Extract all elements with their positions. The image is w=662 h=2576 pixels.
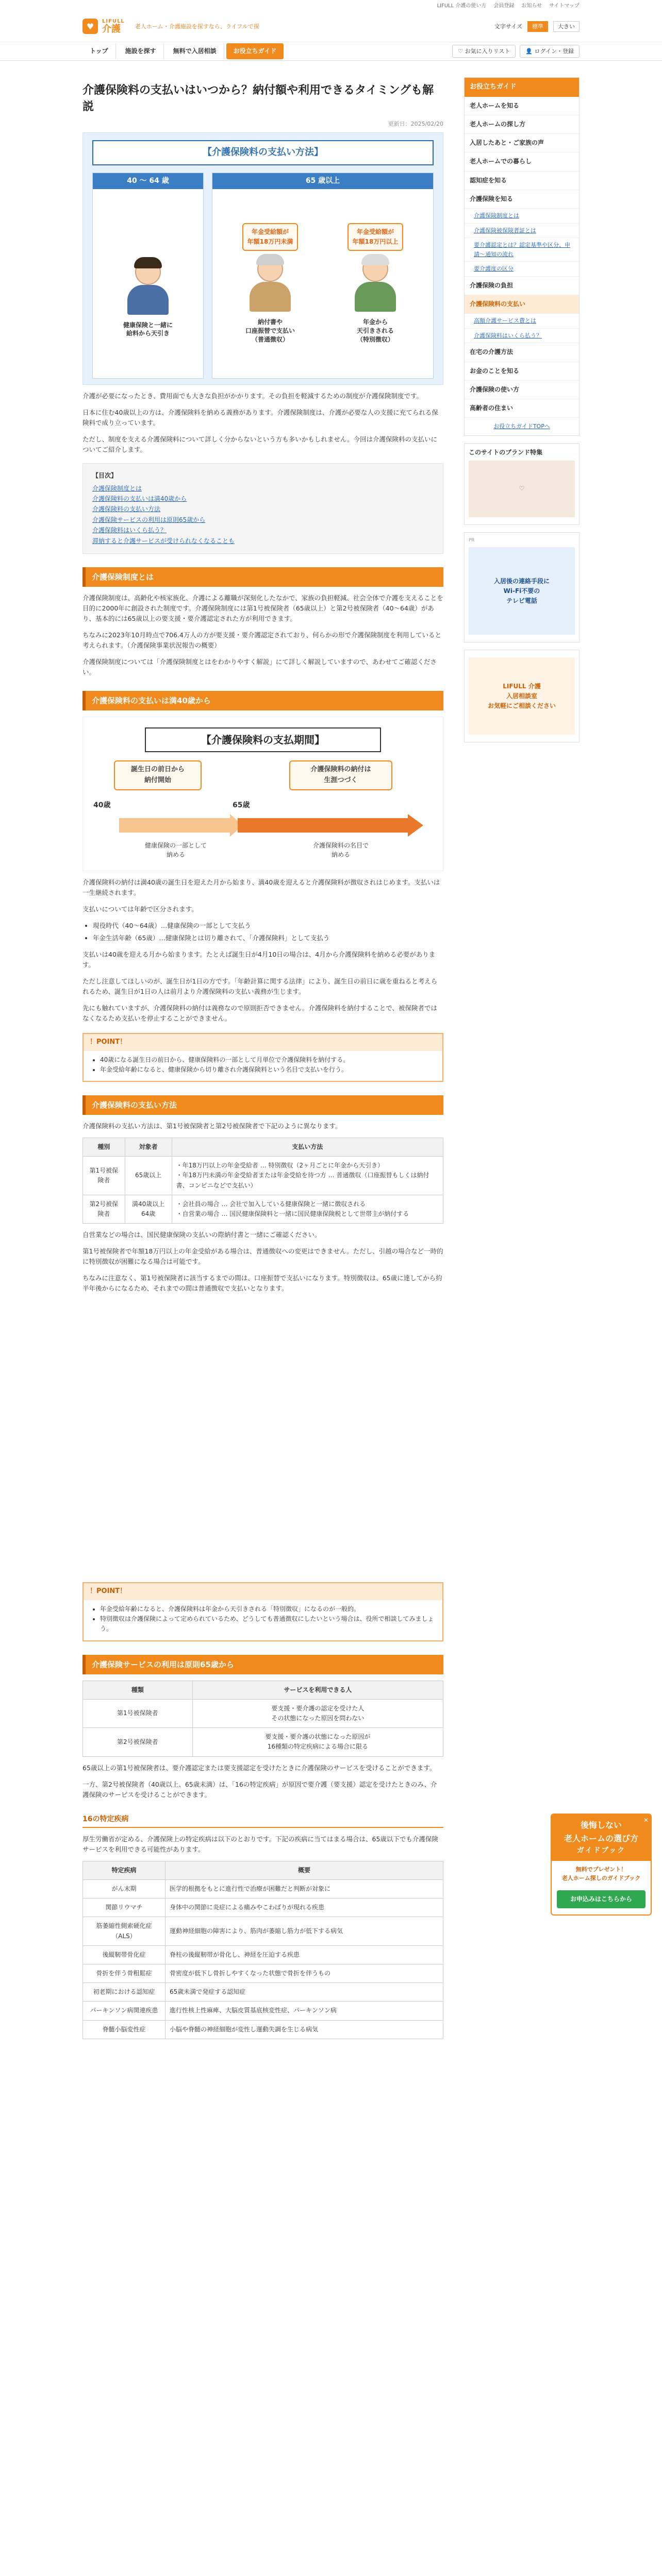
section-paragraph: 介護保険制度は、高齢化や核家族化、介護による離職が深刻化したなかで、家族の負担軽減、社会全体で介護を支えることを目的に2000年に創設された制度です。介護保険制度には第1号被保険者（65歳以上）と第2号被保険者（40〜64歳）があり、基本的には65歳以上の要支援・要介護認定された方が利用できます。: [82, 594, 443, 622]
sidebar-item[interactable]: 老人ホームを知る: [465, 97, 579, 115]
sidebar-subitem[interactable]: 高額介護サービス費とは: [465, 314, 579, 329]
bullet-list: [93, 921, 443, 943]
period-box-lifelong: 介護保険料の納付は 生涯つづく: [289, 760, 392, 790]
util-link-howto[interactable]: LIFULL 介護の使い方: [437, 3, 487, 9]
sidebar-item[interactable]: 高齢者の住まい: [465, 399, 579, 418]
util-link-sitemap[interactable]: サイトマップ: [549, 3, 580, 9]
section-paragraph: ただし注意してほしいのが、誕生日が1日の方です。「年齢計算に関する法律」により、誕生日の前日に歳を重ねると考えられるため、誕生日が1日の人は前月より介護保険料の支払い義務が生じます。: [82, 977, 438, 995]
site-logo[interactable]: [82, 19, 125, 35]
font-size-label: 文字サイズ: [494, 23, 522, 30]
hero-illustration: [82, 132, 443, 385]
toc-link[interactable]: 介護保険料の支払いは満40歳から: [92, 495, 187, 502]
article-main: [82, 77, 443, 2044]
table-cell: 後縦靭帯骨化症: [83, 1945, 166, 1964]
sidebar-item[interactable]: 入居したあと・ご家族の声: [465, 134, 579, 152]
updated-date: 更新日：2025/02/20: [388, 120, 443, 127]
util-link-register[interactable]: 会員登録: [493, 3, 515, 9]
sidebar-item[interactable]: 老人ホームでの暮らし: [465, 152, 579, 171]
age-40-label: 40歳: [93, 801, 111, 809]
page-title: 介護保険料の支払いはいつから？納付額や利用できるタイミングも解説: [82, 84, 434, 113]
table-row: [83, 1964, 443, 1983]
toc-link[interactable]: 介護保険制度とは: [92, 484, 142, 492]
period-caption-health: 健康保険の一部として 納める: [144, 841, 207, 858]
section-paragraph: 一方、第2号被保険者（40歳以上、65歳未満）は、「16の特定疾病」が原因で要介護（要支援）認定を受けたときのみ、介護保険のサービスを受けることができます。: [82, 1780, 437, 1799]
table-cell: 第2号被保険者: [83, 1195, 125, 1223]
nav-search-facility[interactable]: 施設を探す: [118, 43, 164, 59]
table-cell: 骨折を伴う骨粗鬆症: [83, 1964, 166, 1983]
payment-method-table: [82, 1138, 443, 1224]
hero-fig3-caption: 年金から 天引きされる （特別徴収）: [356, 318, 394, 343]
table-cell: 65歳以上: [125, 1157, 172, 1195]
section-paragraph: ちなみに注意なく、第1号被保険者に該当するまでの間は、口座振替で支払いになります。特別徴収は、65歳に達してから約半年後からになるため、それまでの間は普通徴収で支払いとなります。: [82, 1274, 442, 1293]
arrow-65-plus-icon: [238, 814, 423, 837]
table-header: 種類: [83, 1681, 193, 1699]
table-cell: 要支援・要介護の認定を受けた人 その状態になった原因を問わない: [192, 1699, 443, 1727]
toc-link[interactable]: 介護保険料はいくら払う？: [92, 527, 167, 534]
site-header: [0, 11, 662, 42]
user-icon: 👤: [525, 47, 535, 55]
consultation-banner-text: LIFULL 介護 入居相談室 お気軽にご相談ください: [469, 657, 575, 735]
nav-consultation[interactable]: 無料で入居相談: [166, 43, 224, 59]
sidebar: [464, 77, 580, 2044]
brand-feature-box: [464, 443, 580, 525]
point-box: [82, 1033, 443, 1082]
section-paragraph: ちなみに2023年10月時点で706.4万人の方が要支援・要介護認定されており、何らかの形で介護保険制度を利用していると考えられます。（介護保険事業状況報告の概要）: [82, 631, 442, 649]
hero-col2-head: 65 歳以上: [212, 173, 433, 189]
section-heading: 介護保険料の支払いは満40歳から: [82, 691, 443, 710]
toc-link[interactable]: 介護保険料の支払い方法: [92, 505, 161, 513]
table-cell: 65歳未満で発症する認知症: [166, 1983, 443, 2002]
favorites-button[interactable]: ♡ お気に入りリスト: [452, 45, 516, 58]
guide-top-link[interactable]: お役立ちガイドTOPへ: [493, 423, 550, 430]
table-cell: 第1号被保険者: [83, 1699, 193, 1727]
float-line3: ガイドブック: [576, 1846, 626, 1855]
tv-phone-banner-text: 入居後の連絡手段に Wi-Fi不要の テレビ電話: [469, 547, 575, 635]
brand-heading: このサイトのブランド特集: [469, 448, 543, 456]
hero-fig2-bubble: 年金受給額が 年額18万円未満: [242, 223, 299, 251]
guidebook-apply-button[interactable]: お申込みはこちらから: [557, 1890, 646, 1908]
toc-link[interactable]: 介護保険サービスの利用は原則65歳から: [92, 516, 206, 523]
table-cell: 第2号被保険者: [83, 1728, 193, 1756]
table-cell: 関節リウマチ: [83, 1899, 166, 1917]
table-cell: 運動神経細胞の障害により、筋肉が萎縮し筋力が低下する病気: [166, 1917, 443, 1945]
service-eligibility-table: [82, 1681, 443, 1757]
float-subtext: 無料でプレゼント！ 老人ホーム探しのガイドブック: [561, 1866, 641, 1882]
period-title: 【介護保険料の支払期間】: [145, 727, 381, 752]
section-paragraph: 介護保険料の納付は満40歳の誕生日を迎えた月から始まり、満40歳を迎えると介護保険料が徴収されはじめます。支払いは一生継続されます。: [82, 878, 440, 896]
sidebar-item[interactable]: 認知症を知る: [465, 172, 579, 190]
senior-man-illustration-icon: [352, 256, 399, 313]
sidebar-item[interactable]: お金のことを知る: [465, 362, 579, 381]
list-item: • 現役時代（40〜64歳）…健康保険の一部として支払う: [93, 921, 443, 931]
table-row: [83, 1917, 443, 1945]
hero-col1-head: 40 ～ 64 歳: [93, 173, 203, 189]
point-heading: ！POINT！: [84, 1034, 442, 1051]
table-cell: 要支援・要介護の状態になった原因が 16種類の特定疾病による場合に限る: [192, 1728, 443, 1756]
section-paragraph: 先にも触れていますが、介護保険料の納付は義務なので原則拒否できません。介護保険料を納付することで、被保険者ではなくなるため支払いを停止することができません。: [82, 1004, 438, 1022]
table-header: 支払い方法: [172, 1138, 443, 1157]
specified-disease-table: [82, 1861, 443, 2039]
point-heading: ！POINT！: [84, 1583, 442, 1600]
close-icon[interactable]: ✕: [643, 1817, 649, 1824]
sidebar-subitem[interactable]: 要介護認定とは？認定基準や区分、申請〜通知の流れ: [465, 238, 579, 262]
sidebar-item[interactable]: 介護保険を知る: [465, 190, 579, 209]
table-cell: 進行性核上性麻痺、大脳皮質基底核変性症、パーキンソン病: [166, 2002, 443, 2020]
heart-icon: ♡: [458, 47, 465, 55]
table-row: [83, 1699, 443, 1727]
font-size-large-button[interactable]: 大きい: [553, 21, 580, 32]
blank-area: [82, 1300, 443, 1573]
guidebook-float-banner[interactable]: [551, 1814, 652, 1916]
table-row: [83, 2002, 443, 2020]
arrow-40-64-icon: [119, 814, 243, 837]
float-line1: 後悔しない: [580, 1820, 622, 1830]
section-paragraph: 支払いについては年齢で区分されます。: [82, 905, 198, 913]
age-65-label: 65歳: [233, 801, 250, 809]
table-cell: 骨密度が低下し骨折しやすくなった状態で骨折を伴うもの: [166, 1964, 443, 1983]
table-cell: 初老期における認知症: [83, 1983, 166, 2002]
logo-icon: ♥: [82, 19, 98, 34]
section-heading: 介護保険サービスの利用は原則65歳から: [82, 1655, 443, 1674]
sidebar-subitem[interactable]: 介護保険料はいくら払う？: [465, 329, 579, 344]
table-cell: 第1号被保険者: [83, 1157, 125, 1195]
sidebar-subitem[interactable]: 介護保険制度とは: [465, 209, 579, 224]
table-cell: 医学的根拠をもとに進行性で治療が困難だと判断が対象に: [166, 1880, 443, 1899]
section-paragraph: 介護保険制度については「介護保険制度とはをわかりやすく解説」にて詳しく解説していますので、あわせてご確認ください。: [82, 657, 437, 676]
section-heading: 介護保険料の支払い方法: [82, 1095, 443, 1115]
sidebar-subitem[interactable]: 要介護度の区分: [465, 262, 579, 277]
nav-guide[interactable]: お役立ちガイド: [226, 43, 284, 59]
intro-paragraph: 介護が必要になったとき、費用面でも大きな負担がかかります。その負担を軽減するための制度が介護保険制度です。: [82, 392, 423, 400]
table-cell: 満40歳以上64歳: [125, 1195, 172, 1223]
table-cell: 筋萎縮性側索硬化症（ALS）: [83, 1917, 166, 1945]
subsection-heading: 16の特定疾病: [82, 1811, 443, 1828]
table-cell: 脊髄小脳変性症: [83, 2020, 166, 2039]
senior-woman-illustration-icon: [247, 256, 293, 313]
table-cell: がん末期: [83, 1880, 166, 1899]
payment-period-diagram: [82, 717, 443, 871]
toc-title: 【目次】: [92, 472, 118, 480]
consultation-banner[interactable]: [464, 650, 580, 742]
intro-paragraph: ただし、制度を支える介護保険料について詳しく分からないという方も多いかもしれません。今回は介護保険料の支払いについてご紹介します。: [82, 435, 438, 454]
logo-small-text: LIFULL: [102, 19, 125, 25]
tv-phone-banner[interactable]: [464, 532, 580, 642]
guide-menu: [464, 77, 580, 436]
hero-fig3-bubble: 年金受給額が 年額18万円以上: [347, 223, 404, 251]
sidebar-item[interactable]: 在宅の介護方法: [465, 343, 579, 362]
table-of-contents: [82, 463, 443, 554]
hero-fig1-caption: 健康保険と一緒に 給料から天引き: [123, 321, 173, 337]
table-header: 特定疾病: [83, 1861, 166, 1879]
logo-main-text: 介護: [102, 24, 121, 35]
sidebar-subitem[interactable]: 介護保険被保険者証とは: [465, 224, 579, 239]
table-header: 種別: [83, 1138, 125, 1157]
global-nav: [0, 42, 662, 61]
table-row: [83, 2020, 443, 2039]
table-cell: 脊柱の後縦靭帯が骨化し、神経を圧迫する疾患: [166, 1945, 443, 1964]
point-item: • 40歳になる誕生日の前日から、健康保険料の一部として月単位で介護保険料を納付する。: [100, 1055, 434, 1065]
hero-col-40-64: [92, 173, 204, 379]
section-paragraph: 65歳以上の第1号被保険者は、要介護認定または要支援認定を受けたときに介護保険のサービスを受けることができます。: [82, 1764, 436, 1772]
hero-col-65-plus: [212, 173, 434, 379]
header-tagline: 老人ホーム・介護施設を探すなら、ライフルで探: [135, 23, 259, 30]
period-box-start: 誕生日の前日から 納付開始: [114, 760, 202, 790]
pr-label: PR: [469, 537, 475, 543]
intro-paragraph: 日本に住む40歳以上の方は、介護保険料を納める義務があります。介護保険制度は、介護が必要な人の支援に充てられる保険料で成り立っています。: [82, 409, 438, 427]
section-paragraph: 支払いは40歳を迎える月から始まります。たとえば誕生日が4月10日の場合は、4月から介護保険料を納める必要があります。: [82, 950, 436, 969]
table-row: [83, 1983, 443, 2002]
section-heading: 介護保険制度とは: [82, 567, 443, 587]
guide-menu-heading: お役立ちガイド: [465, 78, 579, 97]
table-cell: 小脳や脊髄の神経細胞が変性し運動失調を生じる病気: [166, 2020, 443, 2039]
table-header: 概要: [166, 1861, 443, 1879]
point-item: • 年金受給年齢になると、健康保険から切り離され介護保険料という名目で支払いを行う。: [100, 1065, 434, 1075]
section-paragraph: 自営業などの場合は、国民健康保険の支払いの際納付書と一緒にご確認ください。: [82, 1231, 321, 1239]
sidebar-item-current[interactable]: 介護保険料の支払い: [465, 295, 579, 314]
table-cell: ・会社員の場合 … 会社で加入している健康保険と一緒に徴収される ・自営業の場合 … 国民健康保険料と一緒に国民健康保険税として世帯主が納付する: [172, 1195, 443, 1223]
table-header: 対象者: [125, 1138, 172, 1157]
section-paragraph: 第1号被保険者で年額18万円以上の年金受給がある場合は、普通徴収への変更はできません。ただし、引越の場合など一時的に特別徴収が困難になる場合は可能です。: [82, 1247, 443, 1266]
table-row: [83, 1728, 443, 1756]
table-header: サービスを利用できる人: [192, 1681, 443, 1699]
point-box: [82, 1582, 443, 1641]
table-row: [83, 1945, 443, 1964]
point-item: • 特別徴収は介護保険によって定められているため、どうしても普通徴収にしたいという場合は、役所で相談してみましょう。: [100, 1614, 434, 1634]
hero-title: 【介護保険料の支払い方法】: [92, 140, 434, 165]
utility-bar: [0, 0, 662, 11]
sidebar-item[interactable]: 介護保険の負担: [465, 277, 579, 295]
util-link-news[interactable]: お知らせ: [521, 3, 542, 9]
section-paragraph: 厚生労働省が定める、介護保険上の特定疾病は以下のとおりです。下記の疾病に当てはまる場合は、65歳以下でも介護保険サービスを利用できる可能性があります。: [82, 1835, 438, 1853]
worker-illustration-icon: [125, 259, 171, 316]
nav-top[interactable]: トップ: [82, 43, 116, 59]
table-row: [83, 1157, 443, 1195]
hero-fig2-caption: 納付書や 口座振替で支払い （普通徴収）: [245, 318, 295, 343]
table-row: [83, 1899, 443, 1917]
font-size-standard-button[interactable]: 標準: [527, 21, 548, 32]
section-paragraph: 介護保険料の支払い方法は、第1号被保険者と第2号被保険者で下記のように異なります。: [82, 1122, 342, 1130]
table-row: [83, 1880, 443, 1899]
float-line2: 老人ホームの選び方: [564, 1833, 638, 1843]
table-cell: 身体中の関節に炎症による痛みやこわばりが現れる疾患: [166, 1899, 443, 1917]
table-cell: ・年18万円以上の年金受給者 … 特別徴収（2ヶ月ごとに年金から天引き） ・年18万円未満の年金受給者または年金受給を待つ方 … 普通徴収（口座振替もしくは納付書、コンビニなどで支払い）: [172, 1157, 443, 1195]
point-item: • 年金受給年齢になると、介護保険料は年金から天引きされる「特別徴収」になるのが一般的。: [100, 1604, 434, 1614]
list-item: • 年金生活年齢（65歳）…健康保険とは切り離されて、「介護保険料」として支払う: [93, 933, 443, 943]
toc-link[interactable]: 滞納すると介護サービスが受けられなくなることも: [92, 537, 235, 545]
sidebar-item[interactable]: 老人ホームの探し方: [465, 115, 579, 134]
sidebar-item[interactable]: 介護保険の使い方: [465, 381, 579, 399]
brand-image[interactable]: ♡: [469, 461, 575, 517]
login-button[interactable]: 👤 ログイン・登録: [520, 45, 580, 58]
table-row: [83, 1195, 443, 1223]
table-cell: パーキンソン病関連疾患: [83, 2002, 166, 2020]
period-caption-care: 介護保険料の名目で 納める: [312, 841, 369, 858]
